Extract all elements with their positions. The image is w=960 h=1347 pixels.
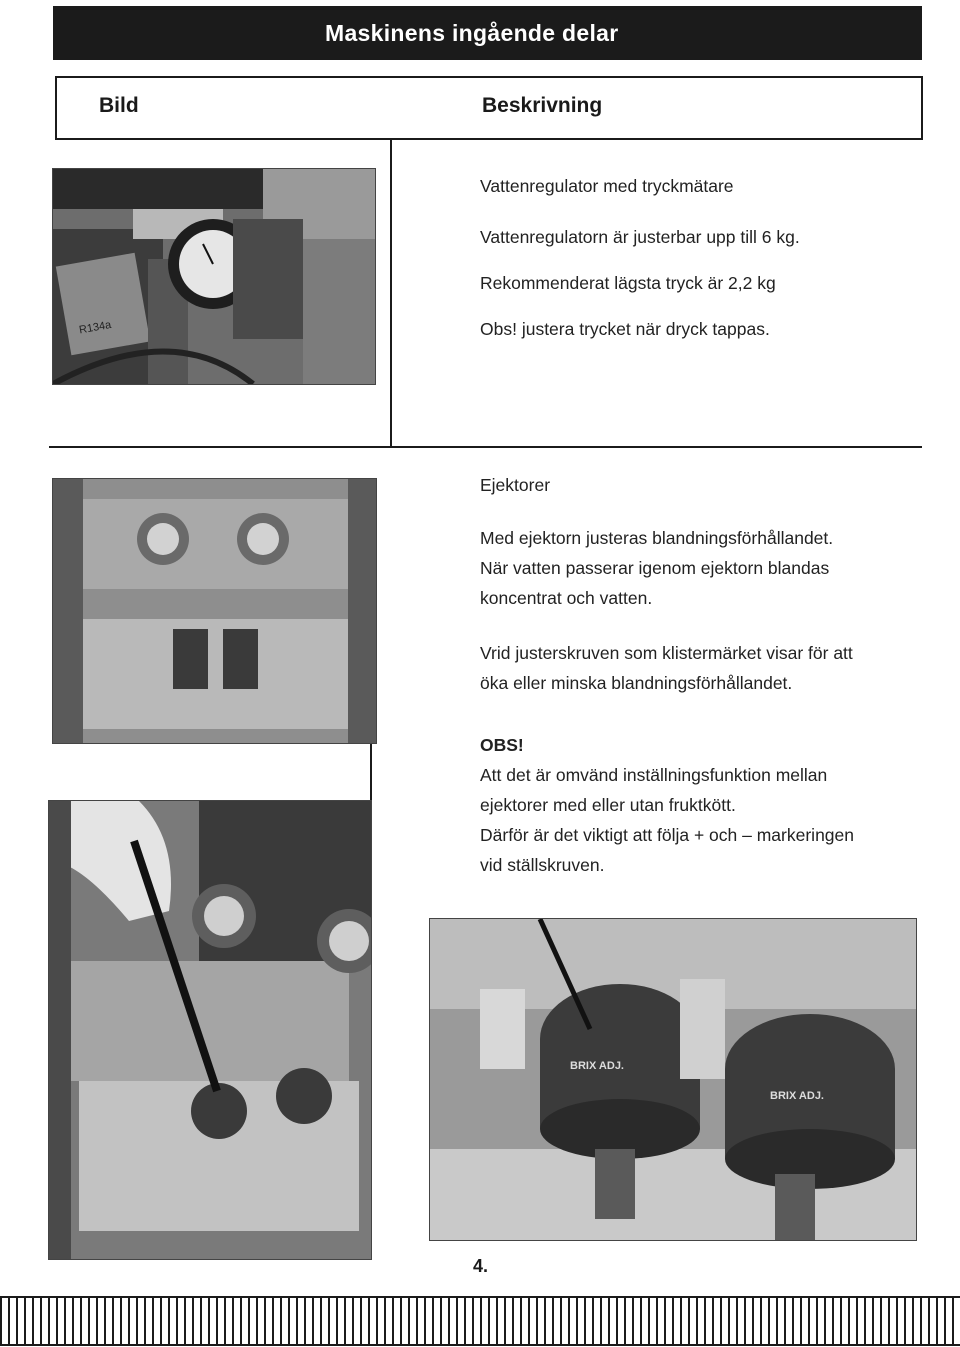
page-title-banner xyxy=(53,6,922,60)
column-divider xyxy=(390,138,392,448)
section-divider xyxy=(49,446,922,448)
ejector-text-2: När vatten passerar igenom ejektorn blandas xyxy=(480,558,830,578)
ejector-text-1: Med ejektorn justeras blandningsförhållandet. xyxy=(480,528,834,548)
photo-adjust-screw xyxy=(48,800,372,1260)
photo-ejectors xyxy=(52,478,377,744)
page-number: 4. xyxy=(473,1256,489,1276)
regulator-text-2: Rekommenderat lägsta tryck är 2,2 kg xyxy=(480,273,776,293)
page-title: Maskinens ingående delar xyxy=(325,19,619,46)
regulator-title: Vattenregulator med tryckmätare xyxy=(480,176,734,196)
ejector-heading: Ejektorer xyxy=(480,475,551,495)
ejector-text-4: Vrid justerskruven som klistermärket visar för att xyxy=(480,643,853,663)
brix-label-1: BRIX ADJ. xyxy=(570,1060,624,1072)
obs-heading: OBS! xyxy=(480,735,524,755)
column-header-image: Bild xyxy=(99,94,139,117)
photo-ejectors-closeup xyxy=(429,918,917,1241)
photo-water-regulator xyxy=(52,168,376,385)
regulator-text-1: Vattenregulatorn är justerbar upp till 6 kg. xyxy=(480,227,800,247)
column-header xyxy=(55,76,923,140)
obs-text-1: Att det är omvänd inställningsfunktion mellan xyxy=(480,765,828,785)
obs-text-4: vid ställskruven. xyxy=(480,855,605,875)
regulator-text-3: Obs! justera trycket när dryck tappas. xyxy=(480,319,770,339)
obs-text-3: Därför är det viktigt att följa + och – markeringen xyxy=(480,825,854,845)
ejector-text-3: koncentrat och vatten. xyxy=(480,588,653,608)
r134a-label: R134a xyxy=(78,318,113,337)
ejector-text-5: öka eller minska blandningsförhållandet. xyxy=(480,673,793,693)
obs-text-2: ejektorer med eller utan fruktkött. xyxy=(480,795,736,815)
column-header-description: Beskrivning xyxy=(482,94,603,117)
brix-label-2: BRIX ADJ. xyxy=(770,1090,824,1102)
footer-barcode-decoration xyxy=(0,1296,960,1346)
